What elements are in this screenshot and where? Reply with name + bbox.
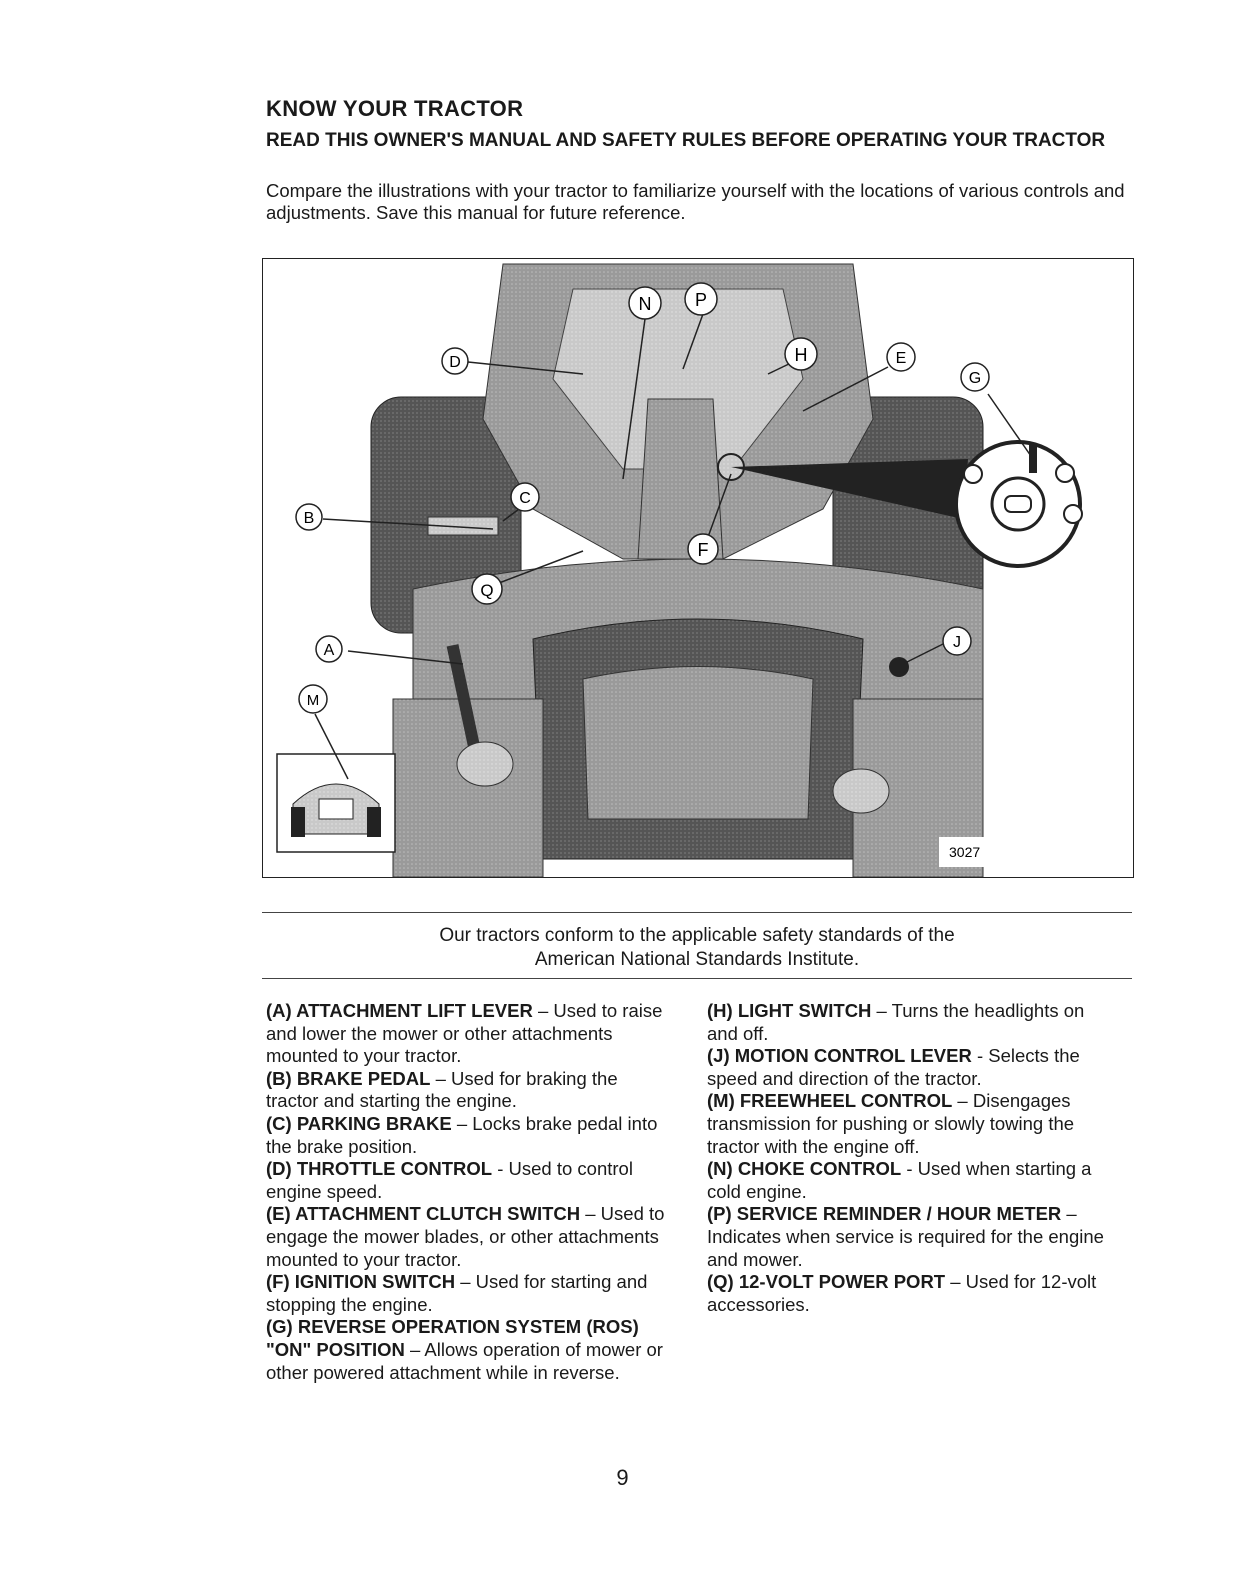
controls-list-left [266, 1000, 674, 1384]
svg-text:H: H [794, 345, 808, 365]
tractor-controls-illustration [262, 258, 1134, 878]
svg-text:J: J [953, 634, 961, 651]
page-title: KNOW YOUR TRACTOR [266, 96, 524, 121]
callout-j [943, 627, 971, 655]
control-item: (N) CHOKE CONTROL - Used when starting a cold engine. [707, 1158, 1092, 1202]
divider-top [262, 912, 1132, 913]
intro-paragraph: Compare the illustrations with your tractor to familiarize yourself with the locations of various controls and adjustments. Save this manual for future reference. [266, 180, 1125, 223]
svg-text:M: M [306, 692, 320, 709]
control-item: (C) PARKING BRAKE – Locks brake pedal into the brake position. [266, 1112, 658, 1157]
control-item: (M) FREEWHEEL CONTROL – Disengages transmission for pushing or slowly towing the tractor with the engine off. [707, 1090, 1075, 1157]
figure-id-number: 3027 [949, 844, 981, 860]
svg-text:Q: Q [480, 581, 494, 600]
tractor-drawing [263, 259, 1133, 877]
controls-list-right [707, 1000, 1119, 1316]
seat-cushion [583, 667, 813, 820]
svg-text:F: F [697, 540, 709, 560]
callout-q [472, 574, 502, 604]
page-number: 9 [616, 1465, 629, 1490]
divider-bottom [262, 978, 1132, 979]
callout-a [316, 636, 342, 662]
control-item: (B) BRAKE PEDAL – Used for braking the tractor and starting the engine. [266, 1067, 618, 1112]
callout-n [629, 287, 661, 319]
callout-f [688, 534, 718, 564]
callout-g [961, 363, 989, 391]
callout-h [785, 338, 817, 370]
control-item: (D) THROTTLE CONTROL - Used to control engine speed. [266, 1158, 633, 1202]
callout-p [685, 283, 717, 315]
callout-e [887, 343, 915, 371]
svg-text:G: G [968, 370, 982, 387]
callout-d [442, 348, 468, 374]
control-item: (H) LIGHT SWITCH – Turns the headlights on and off. [707, 1000, 1085, 1044]
svg-text:A: A [323, 642, 335, 659]
control-item: (F) IGNITION SWITCH – Used for starting and stopping the engine. [266, 1271, 648, 1315]
svg-text:C: C [519, 490, 531, 507]
control-item: (Q) 12-VOLT POWER PORT – Used for 12-volt accessories. [707, 1271, 1097, 1315]
svg-text:B: B [303, 510, 315, 527]
control-item: (J) MOTION CONTROL LEVER - Selects the speed and direction of the tractor. [707, 1045, 1080, 1089]
standards-notice-line2: American National Standards Institute. [534, 949, 860, 970]
callout-c [511, 483, 539, 511]
svg-text:N: N [638, 294, 652, 314]
control-item: (P) SERVICE REMINDER / HOUR METER – Indicates when service is required for the engine and mower. [707, 1203, 1104, 1270]
svg-text:D: D [449, 354, 461, 371]
control-item: (E) ATTACHMENT CLUTCH SWITCH – Used to engage the mower blades, or other attachments mounted to your tractor. [266, 1203, 665, 1270]
callout-b [296, 504, 322, 530]
freewheel-inset [277, 754, 395, 852]
motion-lever-knob [889, 657, 909, 677]
standards-notice-line1: Our tractors conform to the applicable safety standards of the [439, 925, 955, 946]
svg-text:E: E [895, 350, 907, 367]
rear-cup-right [833, 769, 889, 813]
standards-notice [262, 924, 1132, 972]
control-item: (G) REVERSE OPERATION SYSTEM (ROS) "ON" POSITION – Allows operation of mower or other powered attachment while in reverse. [266, 1316, 663, 1383]
steering-column [638, 399, 723, 559]
page-subtitle: READ THIS OWNER'S MANUAL AND SAFETY RULES BEFORE OPERATING YOUR TRACTOR [266, 130, 1106, 151]
control-item: (A) ATTACHMENT LIFT LEVER – Used to raise and lower the mower or other attachments mounted to your tractor. [266, 1000, 663, 1067]
callout-m [299, 685, 327, 713]
svg-text:P: P [694, 290, 708, 310]
rear-cup-left [457, 742, 513, 786]
